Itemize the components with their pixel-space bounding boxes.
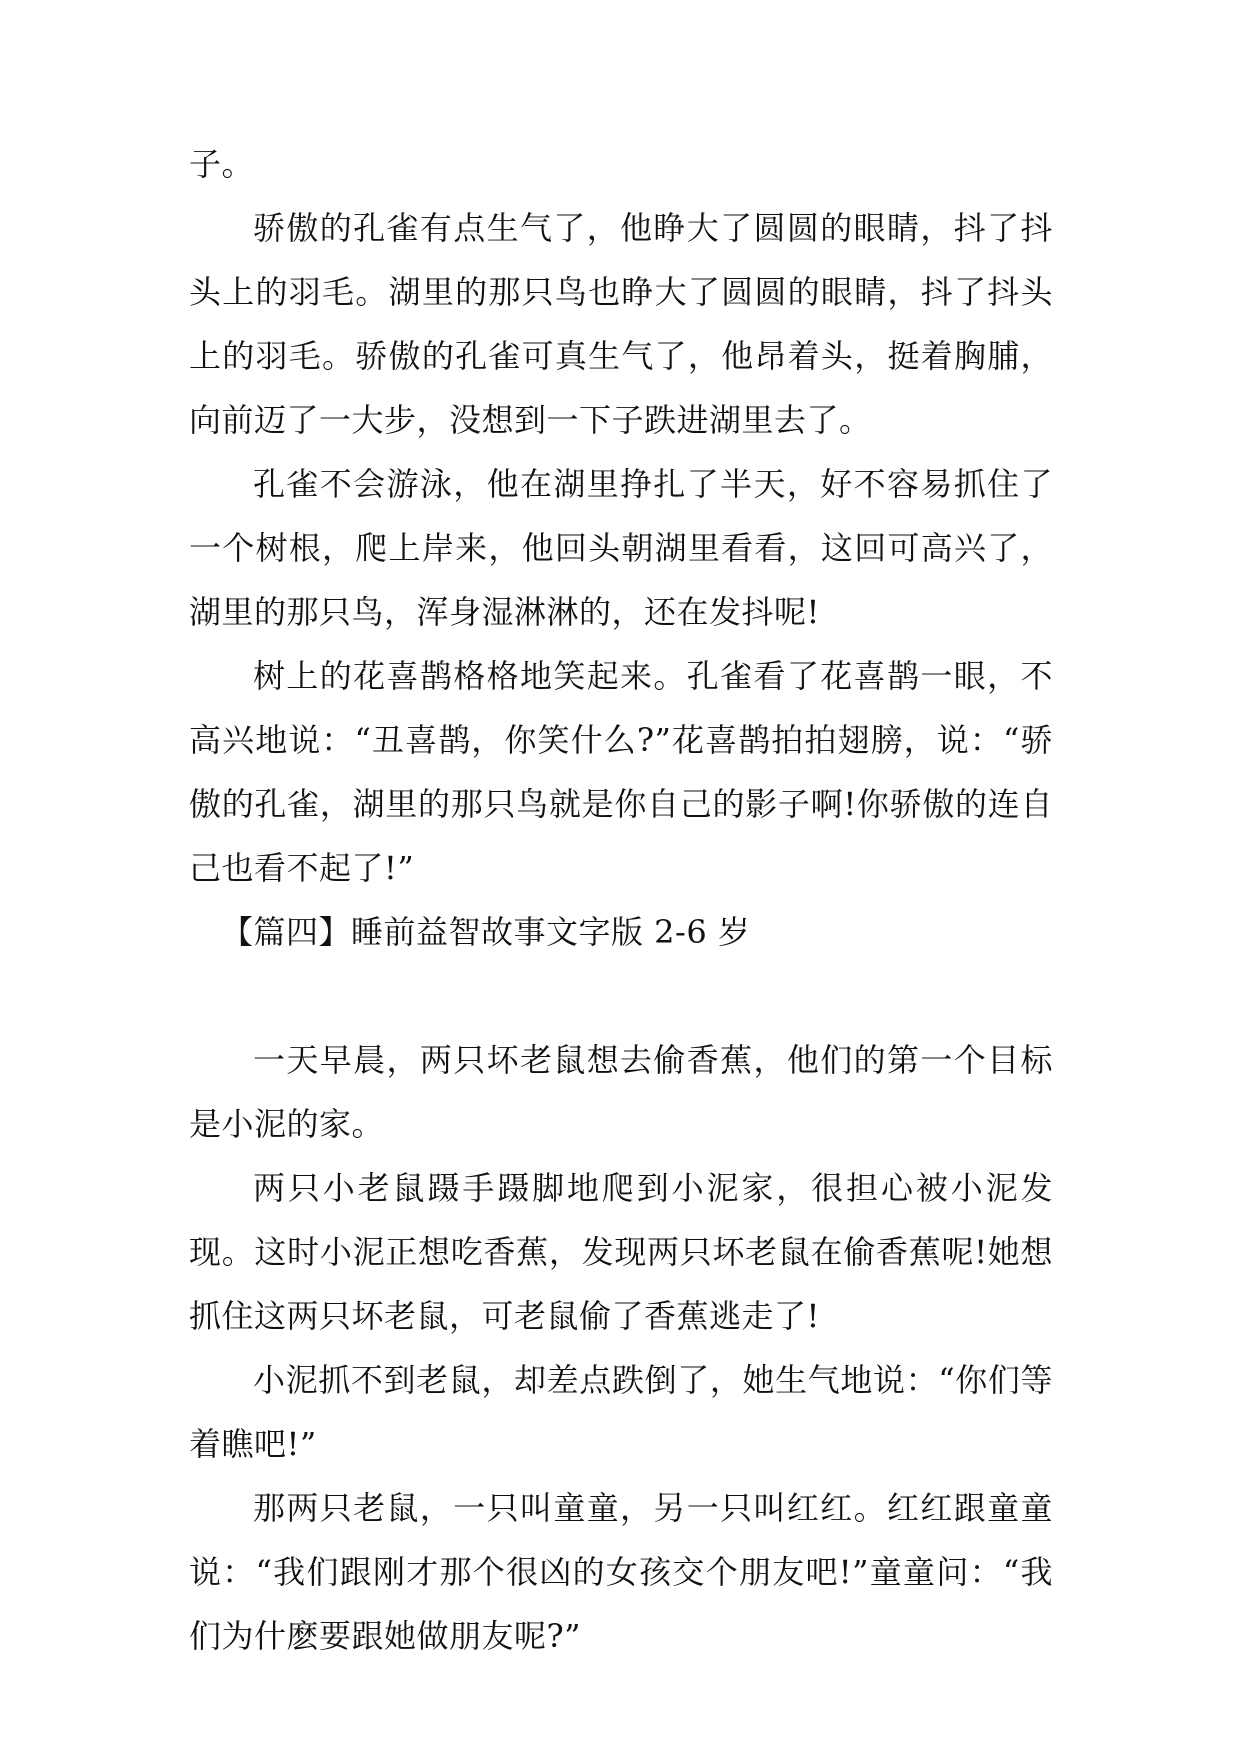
story-paragraph-continued: 子。 <box>189 145 255 183</box>
document-body <box>189 132 1053 1668</box>
story-paragraph: 孔雀不会游泳，他在湖里挣扎了半天，好不容易抓住了一个树根，爬上岸来，他回头朝湖里看看，这回可高兴了，湖里的那只鸟，浑身湿淋淋的，还在发抖呢! <box>189 465 1053 631</box>
story-paragraph: 小泥抓不到老鼠，却差点跌倒了，她生气地说：“你们等着瞧吧!” <box>189 1361 1053 1463</box>
story-paragraph: 两只小老鼠蹑手蹑脚地爬到小泥家，很担心被小泥发现。这时小泥正想吃香蕉，发现两只坏老鼠在偷香蕉呢!她想抓住这两只坏老鼠，可老鼠偷了香蕉逃走了! <box>189 1169 1053 1335</box>
section-heading: 【篇四】睡前益智故事文字版 2-6 岁 <box>221 913 751 951</box>
story-paragraph: 一天早晨，两只坏老鼠想去偷香蕉，他们的第一个目标是小泥的家。 <box>189 1041 1053 1143</box>
story-paragraph: 那两只老鼠，一只叫童童，另一只叫红红。红红跟童童说：“我们跟刚才那个很凶的女孩交个朋友吧!”童童问：“我们为什麽要跟她做朋友呢?” <box>189 1489 1053 1655</box>
section-spacer <box>189 964 1053 1028</box>
story-paragraph: 骄傲的孔雀有点生气了，他睁大了圆圆的眼睛，抖了抖头上的羽毛。湖里的那只鸟也睁大了圆圆的眼睛，抖了抖头上的羽毛。骄傲的孔雀可真生气了，他昂着头，挺着胸脯，向前迈了一大步，没想到一下子跌进湖里去了。 <box>189 209 1053 439</box>
story-paragraph: 树上的花喜鹊格格地笑起来。孔雀看了花喜鹊一眼，不高兴地说：“丑喜鹊，你笑什么?”花喜鹊拍拍翅膀，说：“骄傲的孔雀，湖里的那只鸟就是你自己的影子啊!你骄傲的连自己也看不起了!” <box>189 657 1053 887</box>
